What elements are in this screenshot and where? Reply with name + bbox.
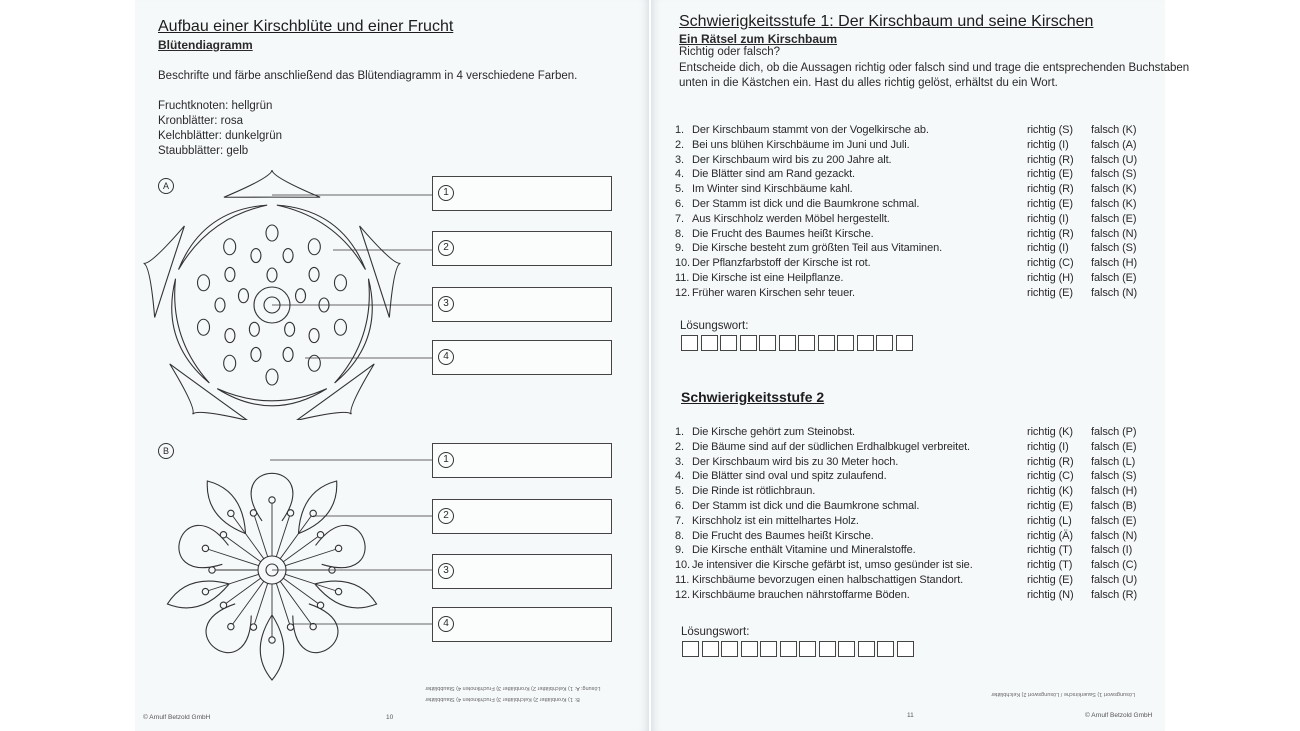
stamen-ellipse [224, 239, 236, 255]
anther [228, 510, 234, 516]
statement-row [675, 559, 1155, 574]
petal-shape [178, 205, 267, 269]
statement-number: 2. [675, 138, 684, 151]
option-falsch[interactable]: falsch (A) [1091, 138, 1137, 151]
stamen-ellipse [238, 289, 248, 303]
stamen-ellipse [266, 225, 278, 241]
petal-shape [335, 279, 373, 383]
option-falsch[interactable]: falsch (E) [1091, 272, 1137, 284]
option-richtig[interactable]: richtig (N) [1027, 588, 1074, 601]
page-subtitle: Blütendiagramm [158, 38, 253, 52]
statement-row [675, 544, 1155, 559]
sepal-shape [296, 364, 374, 420]
statement-text: Der Kirschbaum wird bis zu 30 Meter hoch. [692, 455, 899, 468]
stamen-ellipse [251, 347, 261, 361]
stamen-ellipse [198, 319, 210, 335]
option-falsch[interactable]: falsch (K) [1091, 124, 1137, 136]
stamen-filament [205, 548, 258, 565]
solution-upside-down-1: Lösung: A: 1) Kelchblätter 2) Kronblätter 3) Fruchtknoten 4) Staubblätter [425, 685, 601, 691]
statement-number: 11. [675, 574, 690, 586]
sepal-shape [224, 170, 320, 197]
statement-text: Die Frucht des Baumes heißt Kirsche. [692, 529, 874, 542]
letter-box[interactable] [760, 641, 777, 657]
instruction-line-2: unten in die Kästchen ein. Hast du alles richtig gelöst, erhältst du ein Wort. [679, 77, 1058, 89]
stamen-filament [285, 548, 338, 565]
option-falsch[interactable]: falsch (H) [1091, 485, 1138, 498]
option-richtig[interactable]: richtig (T) [1027, 544, 1073, 557]
statement-row [675, 574, 1155, 589]
statement-row [675, 441, 1155, 456]
anther [317, 602, 323, 608]
stamen-ellipse [334, 319, 346, 335]
petal-shape [277, 205, 366, 269]
statement-row [675, 228, 1155, 243]
statement-row [675, 154, 1155, 169]
diagram-b-label: B [158, 443, 174, 459]
letter-box[interactable] [681, 335, 698, 351]
anther [335, 545, 341, 551]
letter-box[interactable] [682, 641, 699, 657]
stamen-ellipse [309, 329, 319, 343]
statement-text: Die Kirsche ist eine Heilpflanze. [692, 272, 844, 284]
solution-label-1: Lösungswort: [680, 320, 749, 332]
option-richtig[interactable]: richtig (R) [1027, 455, 1074, 468]
statement-number: 4. [675, 470, 684, 483]
anther [220, 532, 226, 538]
statement-number: 8. [675, 529, 684, 542]
option-richtig[interactable]: richtig (C) [1027, 257, 1074, 270]
letter-box[interactable] [897, 641, 914, 657]
statement-number: 5. [675, 183, 684, 196]
option-richtig[interactable]: richtig (L) [1027, 514, 1072, 527]
instruction: Beschrifte und färbe anschließend das Blütendiagramm in 4 verschiedene Farben. [158, 70, 578, 82]
statement-text: Je intensiver die Kirsche gefärbt ist, umso gesünder ist sie. [692, 559, 973, 572]
anther [250, 510, 256, 516]
number-1: 1 [438, 185, 454, 201]
sepal-shape [170, 364, 248, 420]
option-richtig[interactable]: richtig (I) [1027, 242, 1069, 255]
statement-number: 8. [675, 227, 684, 240]
label-box-b3[interactable] [432, 554, 612, 589]
statement-text: Kirschbäume brauchen nährstoffarme Böden. [692, 588, 910, 601]
statement-number: 7. [675, 514, 684, 527]
stamen-filament [205, 574, 258, 591]
option-richtig[interactable]: richtig (E) [1027, 574, 1073, 586]
statement-row [675, 589, 1155, 604]
statement-text: Die Kirsche gehört zum Steinobst. [692, 426, 856, 438]
stamen-filament [253, 583, 267, 627]
solution-upside-down-2: B: 1) Kronblätter 2) Kelchblätter 3) Fruchtknoten 4) Staubblätter [425, 696, 580, 702]
statement-number: 1. [675, 124, 684, 136]
option-richtig[interactable]: richtig (E) [1027, 500, 1073, 512]
label-box-a2[interactable] [432, 231, 612, 266]
stamen-ellipse [296, 289, 306, 303]
letter-box[interactable] [876, 335, 893, 351]
statement-text: Der Kirschbaum wird bis zu 200 Jahre alt. [692, 153, 892, 166]
statement-number: 7. [675, 212, 684, 225]
stamen-ellipse [283, 249, 293, 263]
option-richtig[interactable]: richtig (S) [1027, 124, 1073, 136]
option-falsch[interactable]: falsch (N) [1091, 529, 1138, 542]
label-box-a4[interactable] [432, 340, 612, 375]
label-box-b1[interactable] [432, 443, 612, 478]
anther [220, 602, 226, 608]
letter-box[interactable] [701, 335, 718, 351]
copyright: © Arnulf Betzold GmbH [1085, 712, 1153, 719]
letter-box[interactable] [819, 641, 836, 657]
option-falsch[interactable]: falsch (U) [1091, 574, 1138, 586]
option-richtig[interactable]: richtig (K) [1027, 485, 1073, 498]
option-richtig[interactable]: richtig (R) [1027, 183, 1074, 196]
page-number: 11 [907, 712, 914, 719]
statement-text: Im Winter sind Kirschbäume kahl. [692, 183, 853, 196]
stamen-ellipse [249, 322, 259, 336]
option-falsch[interactable]: falsch (K) [1091, 183, 1137, 196]
anther [269, 497, 275, 503]
stamen-filament [223, 578, 260, 605]
stamen-ellipse [334, 275, 346, 291]
stamen-filament [223, 535, 260, 562]
statement-number: 10. [675, 257, 690, 270]
statement-text: Die Rinde ist rötlichbraun. [692, 485, 816, 498]
option-richtig[interactable]: richtig (I) [1027, 212, 1069, 225]
option-falsch[interactable]: falsch (N) [1091, 227, 1138, 240]
option-falsch[interactable]: falsch (B) [1091, 500, 1137, 512]
anther [335, 588, 341, 594]
option-falsch[interactable]: falsch (C) [1091, 559, 1138, 572]
anther [202, 588, 208, 594]
letter-box[interactable] [818, 335, 835, 351]
question: Richtig oder falsch? [679, 46, 780, 58]
statement-row [675, 530, 1155, 545]
option-richtig[interactable]: richtig (T) [1027, 559, 1073, 572]
stamen-ellipse [198, 275, 210, 291]
petal-shape [217, 389, 327, 406]
statement-text: Kirschholz ist ein mittelhartes Holz. [692, 514, 859, 527]
letter-box[interactable] [702, 641, 719, 657]
statement-text: Der Pflanzfarbstoff der Kirsche ist rot. [692, 257, 871, 270]
stamen-ellipse [225, 267, 235, 281]
statement-row [675, 515, 1155, 530]
statement-number: 5. [675, 485, 684, 498]
stamen-ellipse [309, 267, 319, 281]
statement-row [675, 500, 1155, 515]
statement-row [675, 183, 1155, 198]
statement-row [675, 198, 1155, 213]
option-falsch[interactable]: falsch (E) [1091, 440, 1137, 453]
option-richtig[interactable]: richtig (C) [1027, 470, 1074, 483]
option-falsch[interactable]: falsch (H) [1091, 257, 1138, 270]
anther [228, 623, 234, 629]
letter-box[interactable] [780, 641, 797, 657]
page-subtitle: Ein Rätsel zum Kirschbaum [679, 32, 838, 46]
statement-number: 6. [675, 500, 684, 512]
statement-text: Die Kirsche besteht zum größten Teil aus Vitaminen. [692, 242, 943, 255]
option-falsch[interactable]: falsch (I) [1091, 544, 1133, 557]
statement-number: 12. [675, 588, 690, 601]
statement-row [675, 168, 1155, 183]
copyright: © Arnulf Betzold GmbH [143, 714, 211, 721]
page-title: Aufbau einer Kirschblüte und einer Frucht [158, 18, 454, 35]
statement-number: 6. [675, 198, 684, 210]
statement-text: Die Blätter sind am Rand gezackt. [692, 168, 856, 181]
letter-box[interactable] [857, 335, 874, 351]
letter-box[interactable] [798, 335, 815, 351]
petal-shape [172, 279, 210, 383]
option-falsch[interactable]: falsch (P) [1091, 426, 1137, 438]
statement-text: Die Blätter sind oval und spitz zulaufend. [692, 470, 887, 483]
stamen-filament [285, 574, 338, 591]
letter-box[interactable] [858, 641, 875, 657]
instruction-line-1: Entscheide dich, ob die Aussagen richtig oder falsch sind und trage die entsprechenden Buchstaben [679, 62, 1190, 74]
statement-row [675, 139, 1155, 154]
option-falsch[interactable]: falsch (S) [1091, 470, 1137, 483]
statement-row [675, 470, 1155, 485]
option-richtig[interactable]: richtig (E) [1027, 198, 1073, 210]
anther [209, 567, 215, 573]
page-title: Schwierigkeitsstufe 1: Der Kirschbaum und seine Kirschen [679, 13, 1094, 30]
number-4: 4 [438, 616, 454, 632]
number-3: 3 [438, 296, 454, 312]
number-2: 2 [438, 240, 454, 256]
stamen-ellipse [283, 347, 293, 361]
statement-number: 10. [675, 559, 690, 572]
number-1: 1 [438, 452, 454, 468]
statement-row [675, 485, 1155, 500]
statement-number: 11. [675, 272, 690, 284]
number-2: 2 [438, 508, 454, 524]
letter-box[interactable] [759, 335, 776, 351]
option-falsch[interactable]: falsch (E) [1091, 212, 1137, 225]
statement-number: 2. [675, 440, 684, 453]
option-richtig[interactable]: richtig (E) [1027, 286, 1073, 299]
solution-upside-down: Lösungswort 1) Sauerkirsche / Lösungswort 2) Kelchblätter [991, 691, 1135, 697]
option-richtig[interactable]: richtig (H) [1027, 272, 1074, 284]
color-key-3: Kelchblätter: dunkelgrün [158, 130, 283, 142]
statement-number: 3. [675, 153, 684, 166]
statement-row [675, 213, 1155, 228]
statement-row [675, 426, 1155, 441]
letter-box[interactable] [837, 335, 854, 351]
statement-number: 3. [675, 455, 684, 468]
anther [269, 637, 275, 643]
option-richtig[interactable]: richtig (E) [1027, 168, 1073, 181]
option-falsch[interactable]: falsch (E) [1091, 514, 1137, 527]
stamen-ellipse [266, 369, 278, 385]
anther [202, 545, 208, 551]
statement-row [675, 456, 1155, 471]
number-4: 4 [438, 349, 454, 365]
statement-text: Der Stamm ist dick und die Baumkrone schmal. [692, 198, 920, 210]
statement-text: Die Kirsche enthält Vitamine und Mineralstoffe. [692, 544, 916, 557]
letter-box[interactable] [896, 335, 913, 351]
anther [287, 624, 293, 630]
option-falsch[interactable]: falsch (U) [1091, 153, 1138, 166]
number-3: 3 [438, 563, 454, 579]
letter-box[interactable] [779, 335, 796, 351]
statement-text: Früher waren Kirschen sehr teuer. [692, 286, 856, 299]
stamen-filament [283, 578, 320, 605]
statement-text: Die Bäume sind auf der südlichen Erdhalbkugel verbreitet. [692, 440, 971, 453]
stamen-ellipse [267, 268, 277, 282]
anther [250, 624, 256, 630]
statement-row [675, 257, 1155, 272]
level2-title: Schwierigkeitsstufe 2 [681, 389, 825, 405]
color-key-4: Staubblätter: gelb [158, 145, 249, 157]
color-key-1: Fruchtknoten: hellgrün [158, 100, 273, 112]
option-falsch[interactable]: falsch (S) [1091, 242, 1137, 255]
right-page [651, 0, 1190, 731]
statement-text: Der Stamm ist dick und die Baumkrone schmal. [692, 500, 920, 512]
letter-box[interactable] [838, 641, 855, 657]
statement-row [675, 242, 1155, 257]
solution-label-2: Lösungswort: [681, 626, 750, 638]
statement-row [675, 287, 1155, 302]
option-richtig[interactable]: richtig (R) [1027, 153, 1074, 166]
statement-text: Der Kirschbaum stammt von der Vogelkirsche ab. [692, 124, 929, 136]
left-page [135, 0, 649, 731]
statement-row [675, 124, 1155, 139]
label-box-b4[interactable] [432, 607, 612, 642]
option-richtig[interactable]: richtig (K) [1027, 426, 1073, 438]
sepal-shape [144, 226, 185, 318]
letter-box[interactable] [721, 641, 738, 657]
statement-row [675, 272, 1155, 287]
option-falsch[interactable]: falsch (S) [1091, 168, 1137, 181]
stamen-ellipse [225, 329, 235, 343]
label-box-a3[interactable] [432, 287, 612, 322]
option-richtig[interactable]: richtig (I) [1027, 138, 1069, 151]
sepal-shape [315, 581, 377, 608]
statement-text: Kirschbäume bevorzugen einen halbschattigen Standort. [692, 574, 964, 586]
option-falsch[interactable]: falsch (N) [1091, 286, 1138, 299]
sepal-shape [167, 581, 229, 608]
stamen-ellipse [285, 322, 295, 336]
option-falsch[interactable]: falsch (K) [1091, 198, 1137, 210]
option-falsch[interactable]: falsch (R) [1091, 588, 1138, 601]
stamen-ellipse [215, 298, 225, 312]
stamen-ellipse [224, 355, 236, 371]
letter-box[interactable] [877, 641, 894, 657]
label-box-a1[interactable] [432, 176, 612, 211]
color-key-2: Kronblätter: rosa [158, 115, 244, 127]
statement-number: 12. [675, 286, 690, 299]
letter-box[interactable] [741, 641, 758, 657]
stamen-filament [283, 535, 320, 562]
option-richtig[interactable]: richtig (R) [1027, 227, 1074, 240]
page-number: 10 [386, 714, 394, 721]
option-falsch[interactable]: falsch (L) [1091, 455, 1136, 468]
stamen-ellipse [251, 249, 261, 263]
letter-box[interactable] [799, 641, 816, 657]
option-richtig[interactable]: richtig (I) [1027, 440, 1069, 453]
statement-text: Aus Kirschholz werden Möbel hergestellt. [692, 212, 890, 225]
statement-number: 9. [675, 242, 684, 255]
letter-box[interactable] [720, 335, 737, 351]
sepal-shape [360, 226, 401, 318]
statement-number: 4. [675, 168, 684, 181]
statement-number: 9. [675, 544, 684, 557]
anther [317, 532, 323, 538]
statement-text: Bei uns blühen Kirschbäume im Juni und Juli. [692, 138, 910, 151]
statement-text: Die Frucht des Baumes heißt Kirsche. [692, 227, 874, 240]
stamen-filament [276, 583, 290, 627]
option-richtig[interactable]: richtig (Ä) [1027, 529, 1073, 542]
label-box-b2[interactable] [432, 499, 612, 534]
diagram-a-label: A [158, 178, 174, 194]
statement-number: 1. [675, 426, 684, 438]
anther [287, 510, 293, 516]
letter-box[interactable] [740, 335, 757, 351]
stamen-ellipse [308, 239, 320, 255]
